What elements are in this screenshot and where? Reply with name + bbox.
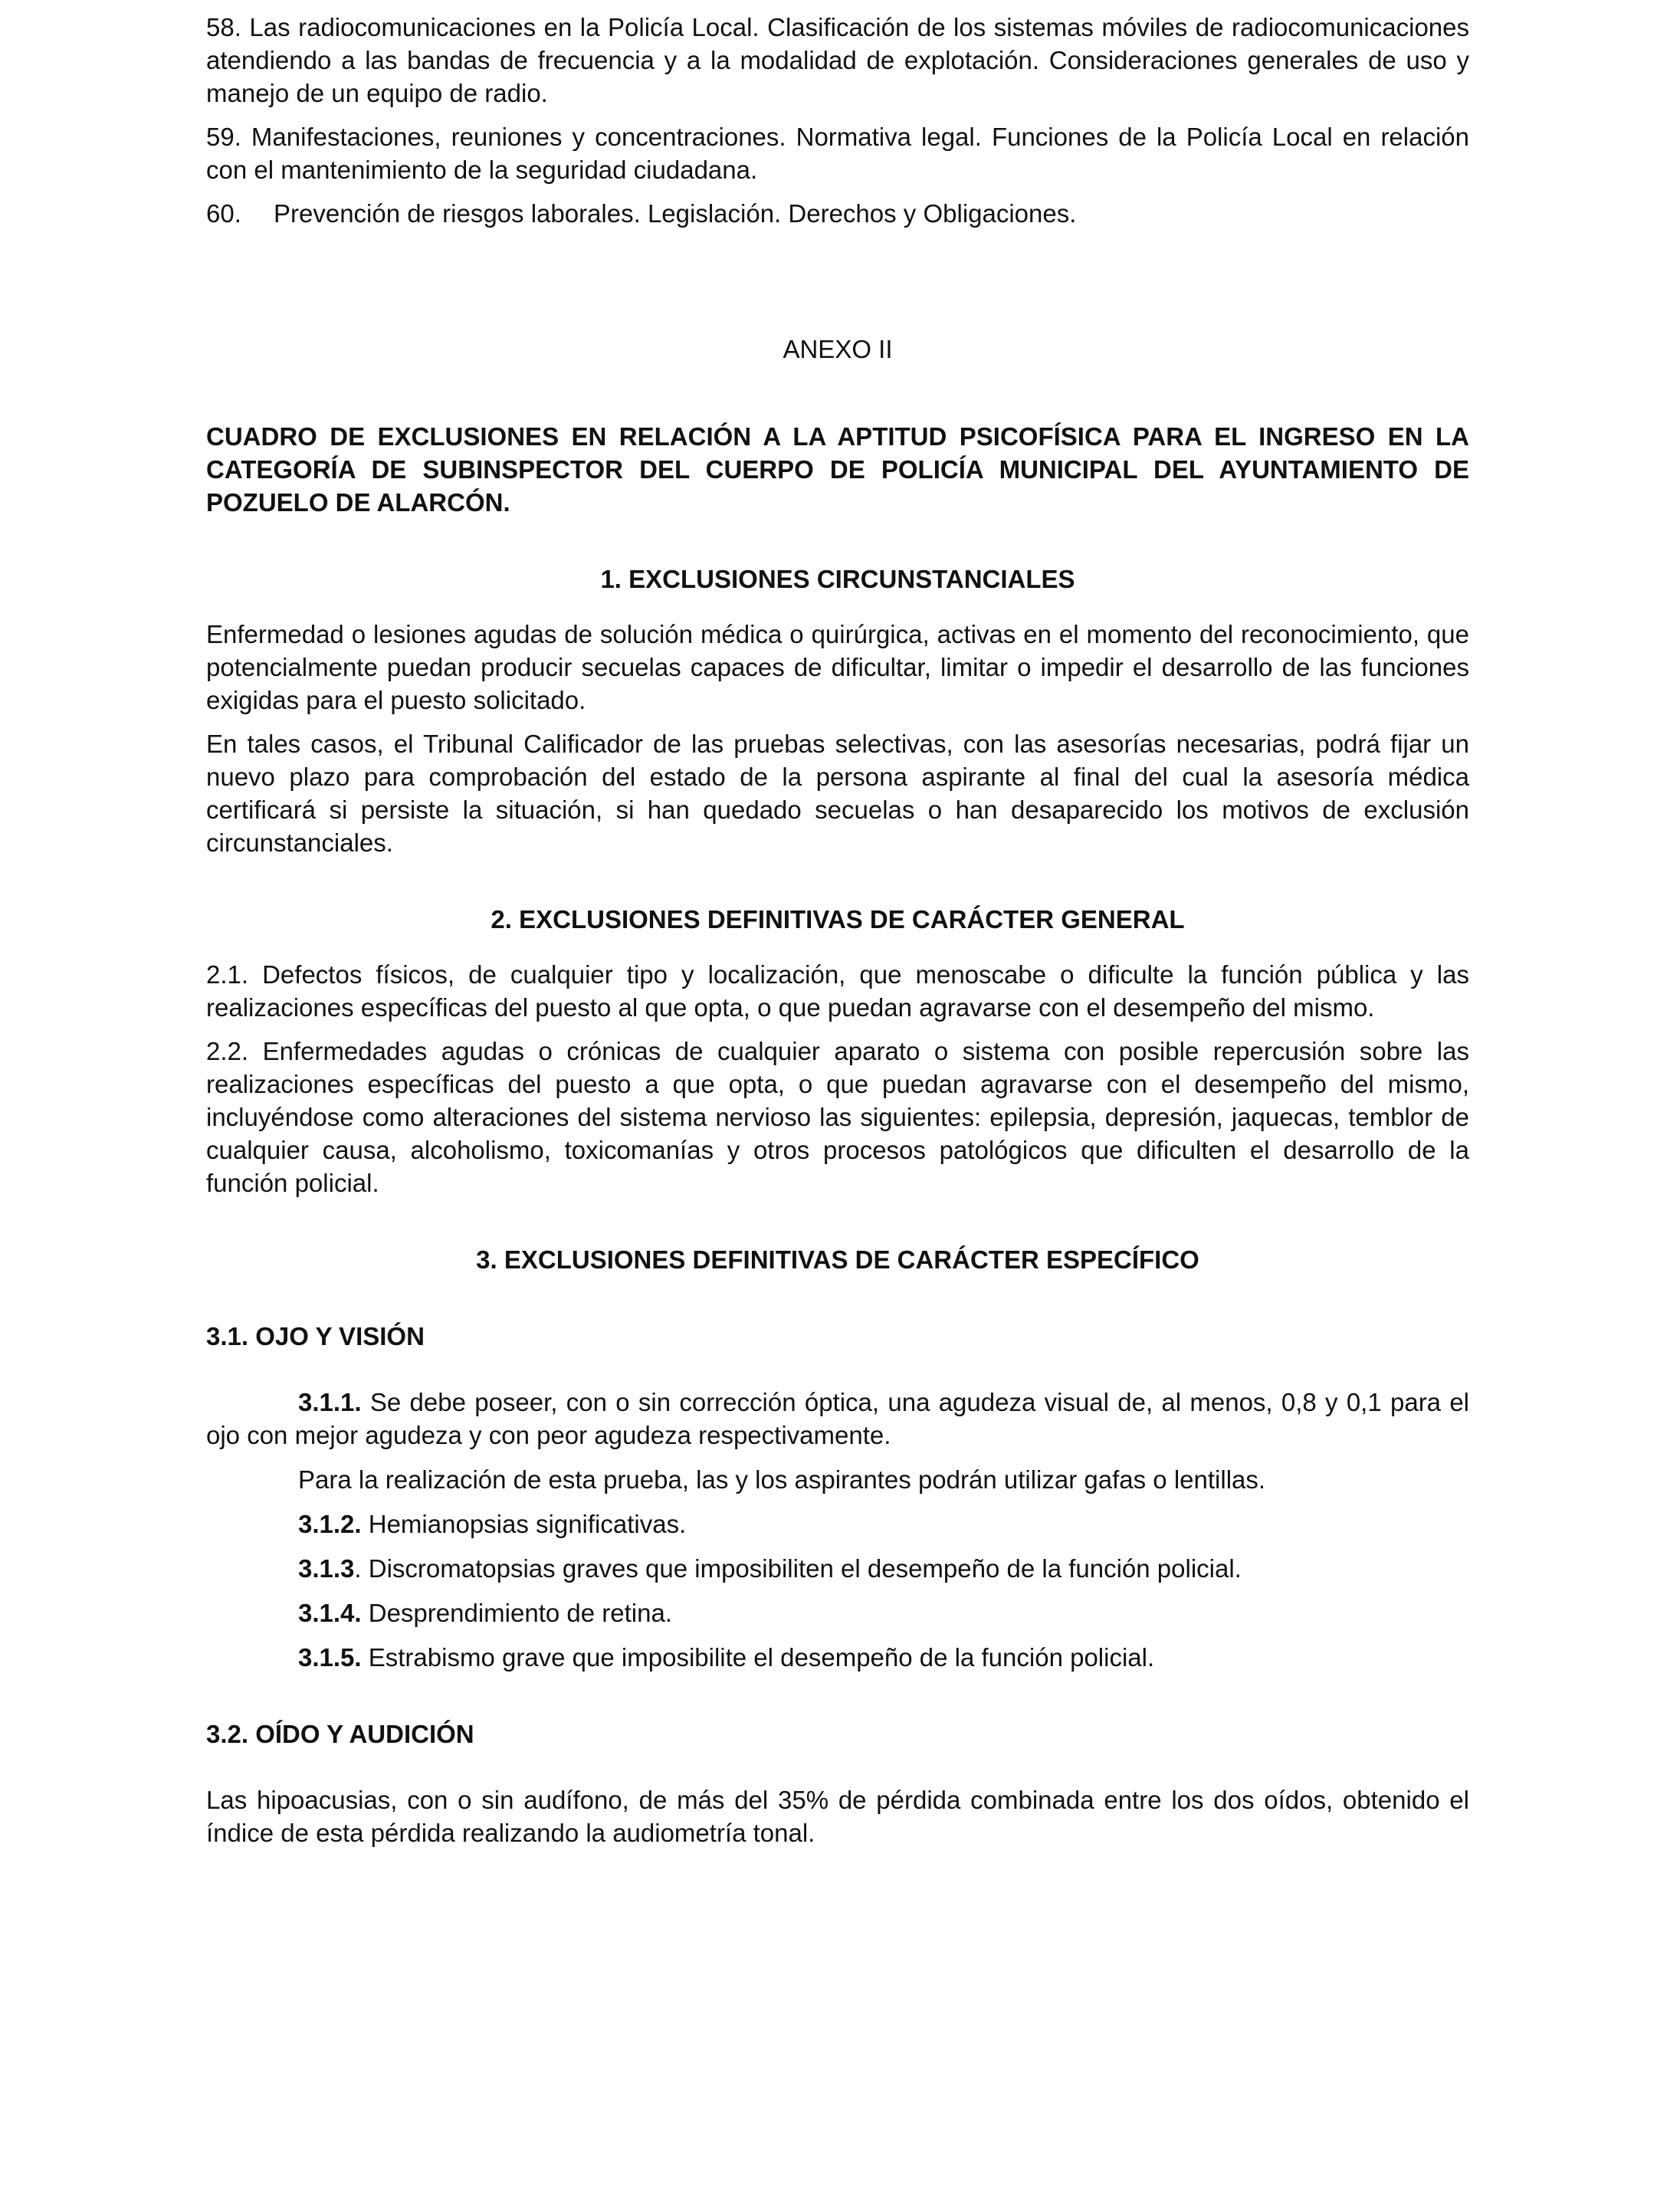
item-number: 3.1.2.	[298, 1510, 362, 1538]
topic-58	[206, 11, 1469, 110]
topic-number: 60.	[206, 199, 241, 228]
document-page	[206, 11, 1469, 1849]
section-2-paragraph: 2.2. Enfermedades agudas o crónicas de cualquier aparato o sistema con posible repercusión sobre las realizaciones específicas del puesto a que opta, o que puedan agravarse con el desempeño del mismo, incluyéndose como alteraciones del sistema nervioso las siguientes: epilepsia, depresión, jaquecas, temblor de cualquier causa, alcoholismo, toxicomanías y otros procesos patológicos que dificulten el desarrollo de la función policial.	[206, 1037, 1469, 1197]
subsection-3-2-heading: 3.2. OÍDO Y AUDICIÓN	[206, 1720, 474, 1748]
item-3-1-5	[206, 1641, 1469, 1674]
item-3-1-2	[206, 1508, 1469, 1540]
section-3-heading: 3. EXCLUSIONES DEFINITIVAS DE CARÁCTER ESPECÍFICO	[476, 1245, 1199, 1274]
item-number: 3.1.1.	[298, 1388, 362, 1416]
item-text: Desprendimiento de retina.	[368, 1599, 672, 1627]
item-number: 3.1.5.	[298, 1643, 362, 1672]
item-number: 3.1.4.	[298, 1599, 362, 1627]
section-1-heading: 1. EXCLUSIONES CIRCUNSTANCIALES	[600, 565, 1075, 593]
annex-label: ANEXO II	[783, 335, 893, 363]
item-3-1-3	[206, 1552, 1469, 1585]
item-text: Hemianopsias significativas.	[368, 1510, 687, 1538]
section-2-paragraph: 2.1. Defectos físicos, de cualquier tipo y localización, que menoscabe o dificulte la función pública y las realizaciones específicas del puesto al que opta, o que puedan agravarse con el desempeño del mismo.	[206, 960, 1469, 1022]
item-text: Se debe poseer, con o sin corrección óptica, una agudeza visual de, al menos, 0,8 y 0,1 para el ojo con mejor agudeza y con peor agudeza respectivamente.	[206, 1388, 1470, 1449]
section-2-heading: 2. EXCLUSIONES DEFINITIVAS DE CARÁCTER GENERAL	[491, 905, 1185, 933]
subsection-3-2-paragraph: Las hipoacusias, con o sin audífono, de más del 35% de pérdida combinada entre los dos oídos, obtenido el índice de esta pérdida realizando la audiometría tonal.	[206, 1786, 1469, 1847]
topic-number: 59.	[206, 123, 241, 151]
item-3-1-1	[206, 1386, 1469, 1452]
topic-text: Las radiocomunicaciones en la Policía Local. Clasificación de los sistemas móviles de radiocomunicaciones atendiendo a las bandas de frecuencia y a la modalidad de explotación. Consideraciones generales de uso y manejo de un equipo de radio.	[206, 13, 1470, 107]
topic-text: Prevención de riesgos laborales. Legislación. Derechos y Obligaciones.	[274, 199, 1077, 228]
item-3-1-1-note: Para la realización de esta prueba, las y los aspirantes podrán utilizar gafas o lentillas.	[298, 1465, 1266, 1494]
subsection-3-1-heading: 3.1. OJO Y VISIÓN	[206, 1322, 425, 1350]
section-1-paragraph: En tales casos, el Tribunal Calificador de las pruebas selectivas, con las asesorías necesarias, podrá fijar un nuevo plazo para comprobación del estado de la persona aspirante al final del cual la asesoría médica certificará si persiste la situación, si han quedado secuelas o han desaparecido los motivos de exclusión circunstanciales.	[206, 730, 1469, 857]
item-text: . Discromatopsias graves que imposibiliten el desempeño de la función policial.	[354, 1554, 1242, 1583]
annex-title: CUADRO DE EXCLUSIONES EN RELACIÓN A LA APTITUD PSICOFÍSICA PARA EL INGRESO EN LA CATEGORÍA DE SUBINSPECTOR DEL CUERPO DE POLICÍA MUNICIPAL DEL AYUNTAMIENTO DE POZUELO DE ALARCÓN.	[206, 422, 1469, 517]
section-1-paragraph: Enfermedad o lesiones agudas de solución médica o quirúrgica, activas en el momento del reconocimiento, que potencialmente puedan producir secuelas capaces de dificultar, limitar o impedir el desarrollo de las funciones exigidas para el puesto solicitado.	[206, 620, 1469, 714]
item-text: Estrabismo grave que imposibilite el desempeño de la función policial.	[368, 1643, 1155, 1672]
topic-text: Manifestaciones, reuniones y concentraciones. Normativa legal. Funciones de la Policía Local en relación con el mantenimiento de la seguridad ciudadana.	[206, 123, 1470, 184]
item-3-1-4	[206, 1596, 1469, 1629]
topic-number: 58.	[206, 13, 241, 41]
topic-59	[206, 120, 1469, 186]
topic-60	[206, 197, 1469, 230]
item-number: 3.1.3	[298, 1554, 355, 1583]
